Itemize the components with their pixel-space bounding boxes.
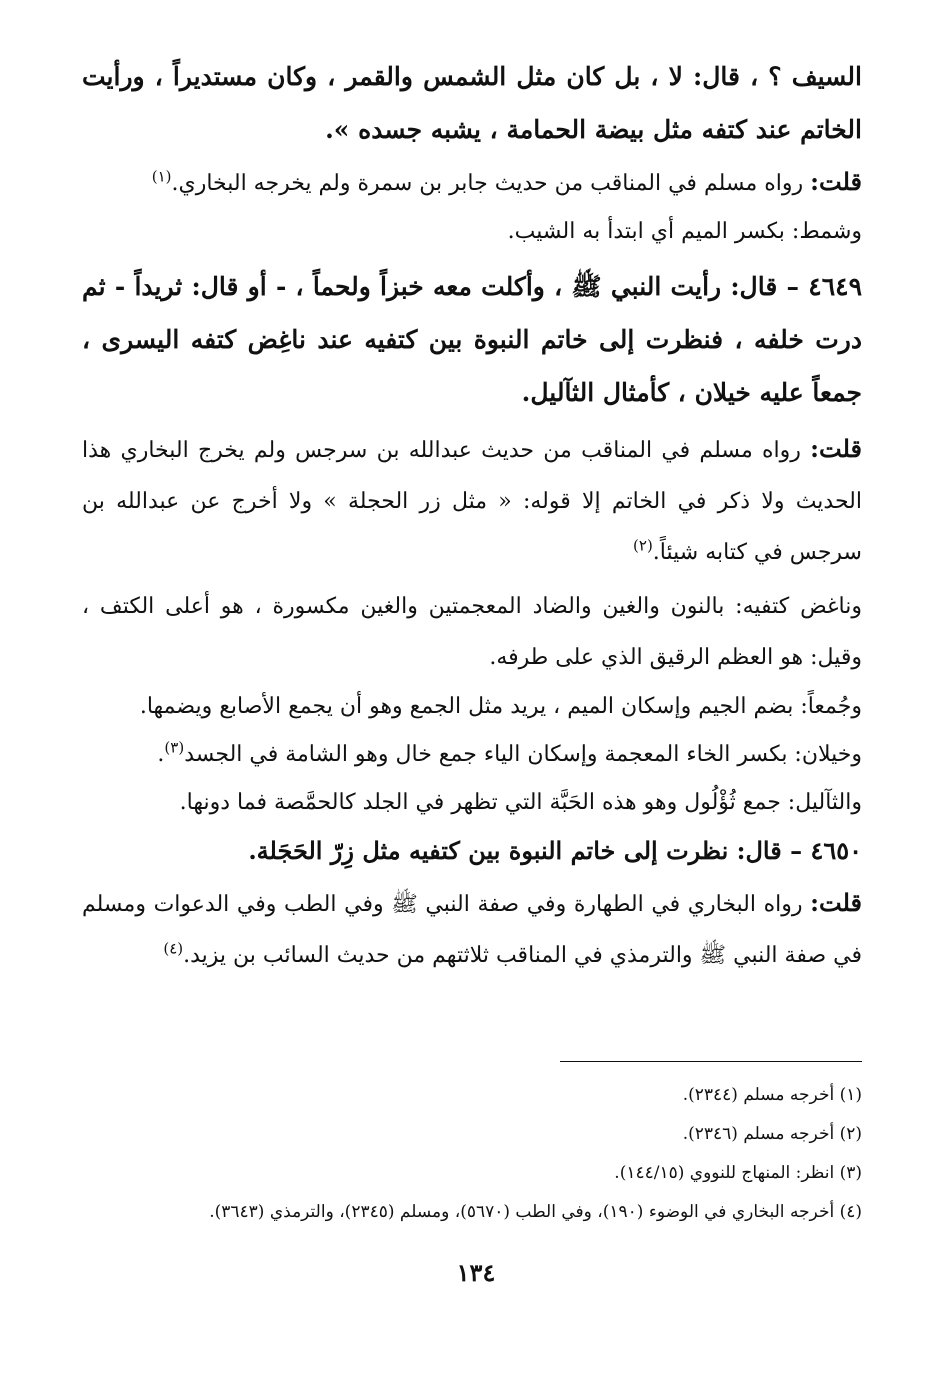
- gloss-khilan: [82, 731, 862, 779]
- page-number: ١٣٤: [456, 1258, 496, 1287]
- footnote-1: (١) أخرجه مسلم (٢٣٤٤).: [682, 1085, 862, 1105]
- comment-label: قلت:: [810, 434, 862, 463]
- page-body: [82, 50, 862, 981]
- hadith-4649-text: – قال: رأيت النبي ﷺ ، وأكلت معه خبزاً ولحماً ، - أو قال: ثريداً - ثم درت خلفه ، فنظرت إلى خاتم النبوة بين كتفيه عند ناغِض كتفه اليسرى ، جمعاً عليه خيلان ، كأمثال الثآليل.: [82, 272, 862, 407]
- hadith-number: ٤٦٤٩: [808, 272, 862, 301]
- footnote-ref-4[interactable]: (٤): [163, 939, 184, 958]
- gloss-khilan-end: .: [157, 742, 165, 767]
- hadith-4650-text: – قال: نظرت إلى خاتم النبوة بين كتفيه مثل زِرّ الحَجَلة.: [248, 836, 811, 865]
- comment-label: قلت:: [810, 167, 862, 196]
- hadith-4650: [82, 827, 862, 875]
- footnote-2: (٢) أخرجه مسلم (٢٣٤٦).: [682, 1124, 862, 1144]
- footnote-divider: [560, 1061, 862, 1062]
- comment-text: رواه مسلم في المناقب من حديث عبدالله بن سرجس ولم يخرج البخاري هذا الحديث ولا ذكر في الخاتم إلا قوله: « مثل زر الحجلة » ولا أخرج عن عبدالله بن سرجس في كتابه شيئاً.: [82, 438, 862, 565]
- comment-4648: [82, 158, 862, 208]
- footnotes: [82, 1076, 862, 1232]
- footnote-ref-3[interactable]: (٣): [164, 738, 185, 757]
- gloss-jum: وجُمعاً: بضم الجيم وإسكان الميم ، يريد مثل الجمع وهو أن يجمع الأصابع ويضمها.: [139, 694, 862, 719]
- gloss-thaalil: والثآليل: جمع ثُؤْلُول وهو هذه الحَبَّة التي تظهر في الجلد كالحمَّصة فما دونها.: [179, 790, 862, 815]
- gloss-naghid: وناغض كتفيه: بالنون والغين والضاد المعجمتين والغين مكسورة ، هو أعلى الكتف ، وقيل: هو العظم الرقيق الذي على طرفه.: [82, 594, 862, 670]
- comment-text: رواه مسلم في المناقب من حديث جابر بن سمرة ولم يخرجه البخاري.: [171, 171, 811, 196]
- footnote-ref-1[interactable]: (١): [151, 167, 172, 186]
- comment-text: رواه البخاري في الطهارة وفي صفة النبي ﷺ وفي الطب وفي الدعوات ومسلم في صفة النبي ﷺ والترمذي في المناقب ثلاثتهم من حديث السائب بن يزيد.: [82, 892, 862, 968]
- footnote-4: (٤) أخرجه البخاري في الوضوء (١٩٠)، وفي الطب (٥٦٧٠)، ومسلم (٢٣٤٥)، والترمذي (٣٦٤٣).: [209, 1202, 862, 1222]
- footnote-3: (٣) انظر: المنهاج للنووي (١٤٤/١٥).: [614, 1163, 862, 1183]
- comment-4649: [82, 423, 862, 578]
- hadith-4648-text: السيف ؟ ، قال: لا ، بل كان مثل الشمس والقمر ، وكان مستديراً ، ورأيت الخاتم عند كتفه مثل بيضة الحمامة ، يشبه جسده ».: [82, 62, 862, 144]
- hadith-number: ٤٦٥٠: [810, 836, 862, 865]
- footnote-ref-2[interactable]: (٢): [633, 536, 653, 555]
- gloss-shamat: وشمط: بكسر الميم أي ابتدأ به الشيب.: [507, 219, 862, 244]
- hadith-4649: [82, 260, 862, 419]
- gloss-khilan-text: وخيلان: بكسر الخاء المعجمة وإسكان الياء جمع خال وهو الشامة في الجسد: [184, 742, 862, 767]
- comment-4650: [82, 877, 862, 981]
- comment-label: قلت:: [810, 888, 862, 917]
